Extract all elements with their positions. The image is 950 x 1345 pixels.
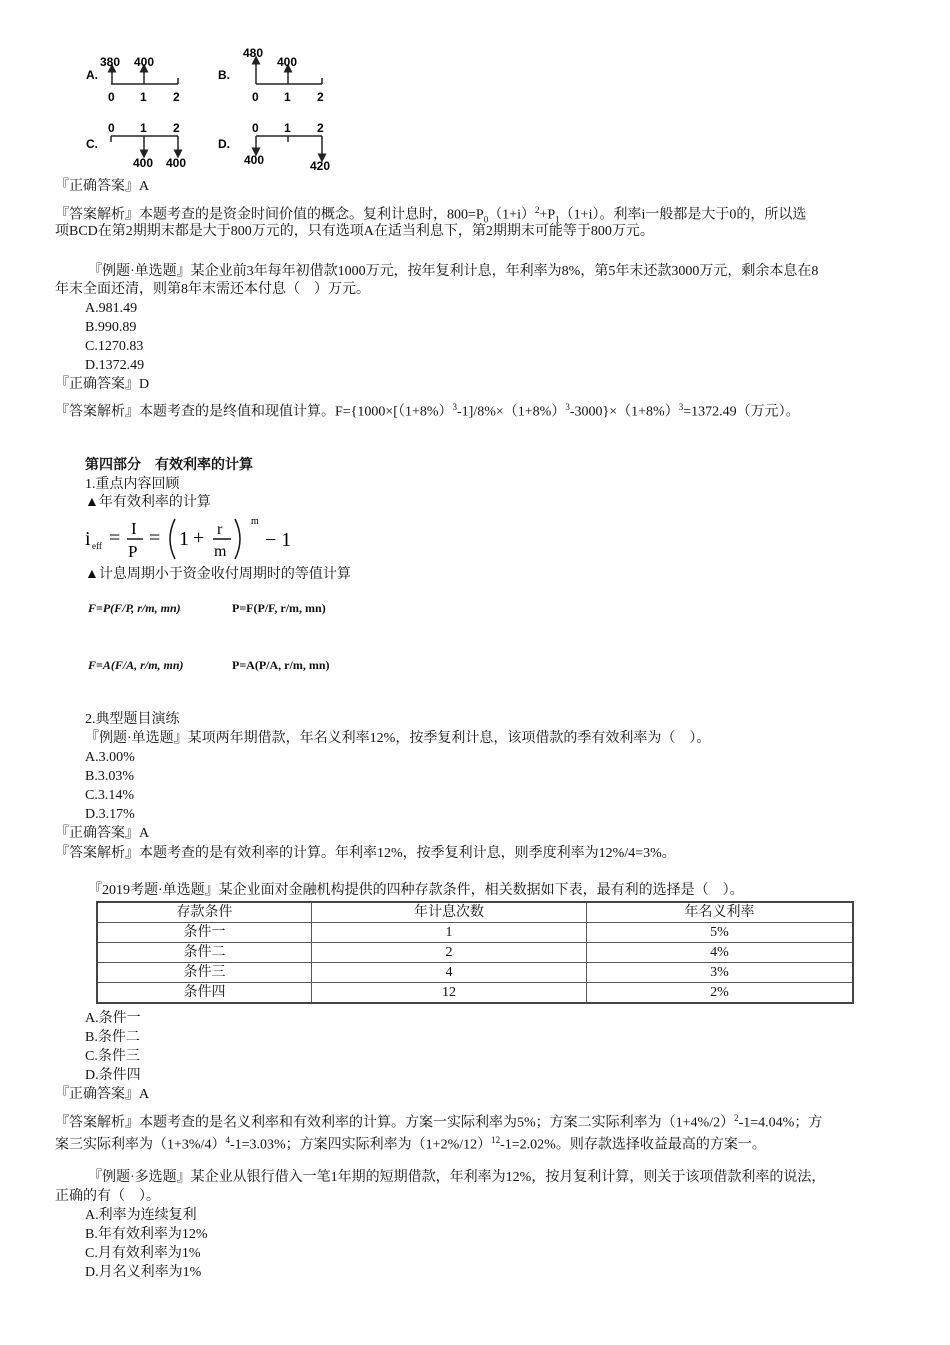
svg-text:2: 2 (173, 121, 180, 135)
diagram-b (218, 46, 324, 104)
section-bullet1: ▲年有效利率的计算 (85, 495, 211, 510)
q2-stem-line2: 年末全面还清，则第8年末需还本付息（ ）万元。 (55, 282, 370, 297)
q2-answer: 『正确答案』D (55, 377, 150, 392)
q3-answer: 『正确答案』A (55, 826, 150, 841)
table-row (97, 963, 853, 983)
svg-text:+: + (193, 527, 205, 549)
svg-text:400: 400 (134, 55, 155, 69)
formula-pf: P=F(P/F, r/m, mn) (232, 601, 326, 615)
svg-text:m: m (214, 543, 227, 560)
svg-text:2: 2 (317, 121, 324, 135)
formula-pa: P=A(P/A, r/m, mn) (232, 658, 330, 672)
diagram-d (218, 121, 330, 173)
q5-stem-line2: 正确的有（ ）。 (55, 1189, 160, 1204)
svg-text:400: 400 (277, 55, 298, 69)
section-sub2: 2.典型题目演练 (85, 712, 180, 727)
deposit-table (96, 901, 854, 1004)
table-cell: 4% (587, 943, 854, 963)
table-cell: 1 (312, 923, 587, 943)
formula-fa: F=A(F/A, r/m, mn) (88, 658, 184, 672)
q4-option-d: D.条件四 (85, 1068, 141, 1083)
table-cell: 2 (312, 943, 587, 963)
q3-option-b: B.3.03% (85, 769, 134, 784)
table-header: 存款条件 (97, 902, 312, 923)
svg-text:C.: C. (86, 137, 98, 151)
q2-option-a: A.981.49 (85, 301, 138, 316)
q1-answer: 『正确答案』A (55, 179, 150, 194)
svg-text:1: 1 (140, 90, 147, 104)
q1-analysis-line2: 项BCD在第2期期末都是大于800万元的，只有选项A在适当利息下，第2期期末可能等于800万元。 (55, 224, 654, 239)
svg-text:420: 420 (310, 159, 331, 173)
svg-text:0: 0 (252, 90, 259, 104)
svg-text:I: I (131, 519, 137, 538)
q3-analysis: 『答案解析』本题考查的是有效利率的计算。年利率12%，按季复利计息，则季度利率为12%/4=3%。 (55, 846, 676, 861)
q5-option-b: B.年有效利率为12% (85, 1227, 208, 1242)
svg-text:r: r (217, 521, 223, 538)
svg-text:0: 0 (252, 121, 259, 135)
section-bullet2: ▲计息周期小于资金收付周期时的等值计算 (85, 567, 351, 582)
svg-text:B.: B. (218, 68, 230, 82)
cash-flow-diagrams (78, 46, 348, 174)
q3-option-a: A.3.00% (85, 750, 135, 765)
section-sub1: 1.重点内容回顾 (85, 477, 180, 492)
table-cell: 条件二 (97, 943, 312, 963)
svg-text:400: 400 (133, 156, 154, 170)
q5-option-c: C.月有效利率为1% (85, 1246, 201, 1261)
q5-option-d: D.月名义利率为1% (85, 1265, 202, 1280)
table-cell: 条件一 (97, 923, 312, 943)
q3-option-c: C.3.14% (85, 788, 134, 803)
svg-text:− 1: − 1 (265, 529, 292, 551)
svg-text:1: 1 (284, 90, 291, 104)
svg-text:480: 480 (243, 46, 264, 60)
q2-stem-line1: 『例题·单选题』某企业前3年每年初借款1000万元，按年复利计息，年利率为8%，第5年末还款3000万元，剩余本息在8 (88, 264, 819, 279)
table-header: 年名义利率 (587, 902, 854, 923)
q2-analysis: 『答案解析』本题考查的是终值和现值计算。$F=\{1000\times[(1+8\%)^3-1]/8\%\times(1+8\%)^3-3000\}\times(1+8\%)^3=1372.49$（万元）。 (55, 402, 800, 420)
svg-text:i: i (85, 528, 91, 550)
q2-option-c: C.1270.83 (85, 339, 144, 354)
q4-analysis-line2: 案三实际利率为$(1+3\%/4)^4-1=3.03\%$；方案四实际利率为$(1+2\%/12)^{12}-1=2.02\%$。则存款选择收益最高的方案一。 (55, 1135, 766, 1153)
q4-option-c: C.条件三 (85, 1049, 140, 1064)
table-cell: 4 (312, 963, 587, 983)
svg-text:1: 1 (140, 121, 147, 135)
svg-text:1: 1 (179, 528, 189, 550)
svg-text:D.: D. (218, 137, 230, 151)
table-cell: 5% (587, 923, 854, 943)
svg-text:P: P (128, 542, 138, 561)
table-cell: 2% (587, 983, 854, 1004)
table-cell: 条件四 (97, 983, 312, 1004)
q4-stem: 『2019考题·单选题』某企业面对金融机构提供的四种存款条件，相关数据如下表，最有利的选择是（ ）。 (88, 883, 744, 898)
q4-option-a: A.条件一 (85, 1011, 141, 1026)
svg-text:0: 0 (108, 90, 115, 104)
svg-text:2: 2 (173, 90, 180, 104)
q1-analysis-line1: 『答案解析』本题考查的是资金时间价值的概念。复利计息时，$800=P_0(1+i)^2+P_1(1+i)$。利率i一般都是大于0的，所以选 (55, 205, 807, 225)
table-header: 年计息次数 (312, 902, 587, 923)
table-cell: 条件三 (97, 963, 312, 983)
q4-answer: 『正确答案』A (55, 1087, 150, 1102)
svg-text:m: m (251, 516, 259, 527)
table-row (97, 983, 853, 1004)
q2-option-b: B.990.89 (85, 320, 137, 335)
table-row (97, 923, 853, 943)
svg-text:eff: eff (92, 541, 102, 551)
svg-text:0: 0 (108, 121, 115, 135)
ieff-formula (85, 513, 315, 563)
svg-text:1: 1 (284, 121, 291, 135)
q3-stem: 『例题·单选题』某项两年期借款，年名义利率12%，按季复利计息，该项借款的季有效利率为（ ）。 (85, 731, 711, 746)
q3-option-d: D.3.17% (85, 807, 135, 822)
section-title: 第四部分 有效利率的计算 (85, 458, 253, 473)
diagram-a (86, 55, 180, 104)
table-row (97, 943, 853, 963)
q4-option-b: B.条件二 (85, 1030, 140, 1045)
q5-stem-line1: 『例题·多选题』某企业从银行借入一笔1年期的短期借款，年利率为12%，按月复利计算，则关于该项借款利率的说法， (88, 1170, 826, 1185)
q5-option-a: A.利率为连续复利 (85, 1208, 197, 1223)
svg-text:400: 400 (244, 153, 265, 167)
svg-text:A.: A. (86, 68, 98, 82)
q2-option-d: D.1372.49 (85, 358, 145, 373)
diagram-c (86, 121, 186, 170)
svg-text:=: = (149, 527, 161, 549)
svg-text:2: 2 (317, 90, 324, 104)
svg-text:380: 380 (100, 55, 121, 69)
svg-text:=: = (109, 527, 121, 549)
formula-fp: F=P(F/P, r/m, mn) (88, 601, 181, 615)
table-header-row (97, 902, 853, 923)
table-cell: 12 (312, 983, 587, 1004)
table-cell: 3% (587, 963, 854, 983)
svg-text:400: 400 (166, 156, 187, 170)
q4-analysis-line1: 『答案解析』本题考查的是名义利率和有效利率的计算。方案一实际利率为5%；方案二实际利率为$(1+4\%/2)^2-1=4.04\%$；方 (55, 1113, 823, 1131)
